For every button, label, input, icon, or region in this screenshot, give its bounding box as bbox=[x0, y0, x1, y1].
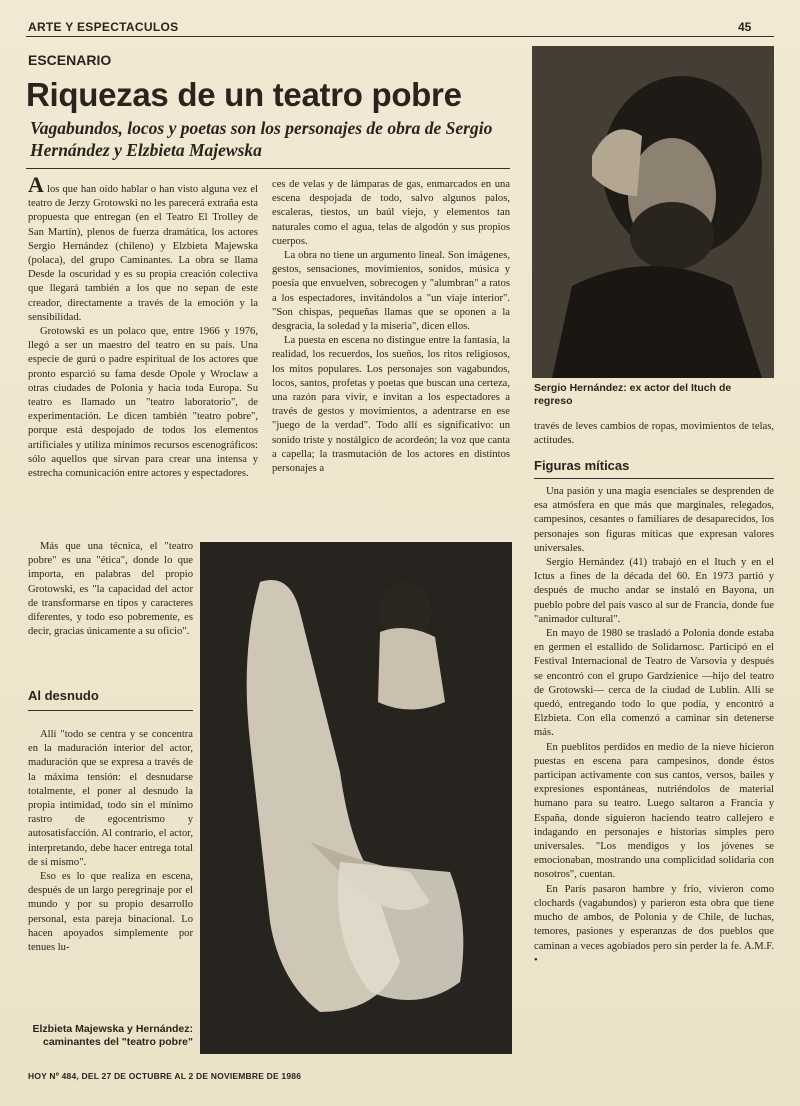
article-column-1b bbox=[28, 540, 193, 639]
paragraph: Sergio Hernández (41) trabajó en el Ituch y en el Ictus a fines de la década del 60. En 1973 partió y después de mucho andar se instaló en Bayona, un pueblo pobre del país vasco al sur de Francia, donde fue "animador cultural". bbox=[534, 557, 774, 625]
paragraph: En mayo de 1980 se trasladó a Polonia donde estaba en germen el estallido de Solidarnosc. Participó en el Festival Internacional de Teatro de Varsovia y después se encontró con el grupo Gardzienice —hijo del teatro de Grotowski— cerca de la ciudad de Lublin. Allí se quedó, entregando todo lo que podía, y encontró a Elzbieta. Con ella comenzó a caminar sin detenerse más. bbox=[534, 628, 774, 739]
article-column-5 bbox=[534, 485, 774, 968]
article-column-1 bbox=[28, 172, 258, 481]
paragraph: ces de velas y de lámparas de gas, enmarcados en una escena despojada de todo, salvo algunos palos, escaleras, tiestos, un baúl viejo, y elementos tan naturales como el agua, telas de algodón y sus propios cuerpos. bbox=[272, 179, 510, 247]
paragraph: En París pasaron hambre y frío, vivieron como clochards (vagabundos) y parieron esta obra que tiene mucho de ambos, de Polonia y de Chile, de luchas, temores, pasiones y esperanzas de dos pueblos que caminan a veces agobiados pero sin perder la fe. A.M.F. • bbox=[534, 883, 774, 966]
paragraph: Allí "todo se centra y se concentra en la maduración interior del actor, maduración que se expresa a través de la máxima tensión: el desnudarse totalmente, el poner al desnudo la propia intimidad, todo sin el mínimo rastro de egocentrismo y autosatisfacción. Al contrario, el actor, interpretando, debe hacer entrega total de sí mismo". bbox=[28, 729, 193, 868]
subheadline: Vagabundos, locos y poetas son los personajes de obra de Sergio Hernández y Elzbieta Majewska bbox=[30, 118, 493, 160]
subheading-rule bbox=[534, 478, 774, 479]
footer: HOY Nº 484, DEL 27 DE OCTUBRE AL 2 DE NOVIEMBRE DE 1986 bbox=[28, 1071, 302, 1081]
photo-caption: Sergio Hernández: ex actor del Ituch de regreso bbox=[534, 382, 732, 407]
article-column-4 bbox=[534, 420, 774, 448]
subheading-al-desnudo: Al desnudo bbox=[28, 688, 99, 703]
header-rule bbox=[26, 36, 774, 37]
paragraph: La puesta en escena no distingue entre la fantasía, la realidad, los recuerdos, los sueños, los ritos religiosos, los mitos populares. Los personajes son vagabundos, locos, santos, profetas y poetas que buscan una certeza, una razón para vivir, e invitan a los espectadores a través de gestos y movimientos, a adentrarse en ese "juego de la verdad". Todo allí es significativo: un sonido triste y nostálgico de acordeón; la voz que canta a capella; la trasmutación de los actores en distintos personajes a bbox=[272, 335, 510, 475]
subheading-rule bbox=[28, 710, 193, 711]
paragraph: Más que una técnica, el "teatro pobre" es una "ética", donde lo que importa, en palabras del propio Grotowski, es "la capacidad del actor de transformarse en tipos y caracteres diferentes, y todo eso pobremente, es decir, gracias únicamente a su oficio". bbox=[28, 541, 193, 638]
paragraph: Una pasión y una magia esenciales se desprenden de esa atmósfera en que más que marginales, relegados, campesinos, cesantes o familiares de desaparecidos, los personajes son figuras míticas que expresan valores universales. bbox=[534, 486, 774, 554]
portrait-photo bbox=[532, 46, 774, 378]
paragraph: Grotowski es un polaco que, entre 1966 y 1976, llegó a ser un maestro del teatro en su país. Una especie de gurú o padre espiritual de los actores que pronto esparció su fama desde Opole y Wroclaw a otras ciudades de Polonia y hacia toda Europa. Su teatro es llamado un "teatro laboratorio", de experimentación. Le dicen también "teatro pobre", porque está despojado de todos los elementos artificiales y utiliza mínimos recursos escenográficos: sólo aquellos que sirvan para crear una intensa y estrecha comunicación entre actores y espectadores. bbox=[28, 326, 258, 480]
subhead-rule bbox=[26, 168, 510, 169]
subheading-figuras-miticas: Figuras míticas bbox=[534, 458, 630, 473]
paragraph: los que han oído hablar o han visto alguna vez el teatro de Jerzy Grotowski no les parecerá extraña esta propuesta que entregan (en el Teatro El Trolley de San Martín), plenos de fuerza dramática, los actores Sergio Hernández (chileno) y Elzbieta Majewska (polaca), del grupo Caminantes. La obra se llama Desde la oscuridad y es su propia creación colectiva que llegará también a los que no sepan de este creador, directamente a través de la emoción y la sensibilidad. bbox=[28, 184, 258, 323]
photo-caption: Elzbieta Majewska y Hernández: caminantes del "teatro pobre" bbox=[32, 1023, 193, 1048]
stage-photo bbox=[200, 542, 512, 1054]
headline: Riquezas de un teatro pobre bbox=[26, 76, 462, 113]
page-number: 45 bbox=[738, 20, 752, 34]
kicker: ESCENARIO bbox=[28, 52, 112, 68]
section-header: ARTE Y ESPECTACULOS bbox=[28, 20, 179, 34]
drop-cap: A bbox=[28, 172, 44, 197]
paragraph: través de leves cambios de ropas, movimientos de telas, actitudes. bbox=[534, 421, 774, 447]
article-column-2 bbox=[272, 178, 510, 476]
paragraph: En pueblitos perdidos en medio de la nieve hicieron puestas en escena para campesinos, donde éstos participan activamente con sus cantos, versos, bailes y expresiones espontáneas, nutriéndolos de material humano para su teatro. Luego saltaron a Francia y España, donde siguieron haciendo teatro callejero e indagando en personajes e historias simples pero universales. "Los mendigos y los jóvenes se emocionaban, mostrando una complicidad solidaria con nosotros", cuentan. bbox=[534, 741, 774, 881]
paragraph: La obra no tiene un argumento lineal. Son imágenes, gestos, sensaciones, movimientos, sonidos, música y poesía que envuelven, sobrecogen y "alumbran" a ratos a los espectadores, invitándolos a "un viaje interior". "Son chispas, pequeñas llamas que se oponen a la desgracia, la soledad y la miseria", dicen ellos. bbox=[272, 250, 510, 333]
paragraph: Eso es lo que realiza en escena, después de un largo peregrinaje por el mundo y por su propio desarrollo personal, esta pareja binacional. Lo hacen apoyados simplemente por tenues lu- bbox=[28, 871, 193, 954]
article-column-3 bbox=[28, 728, 193, 955]
